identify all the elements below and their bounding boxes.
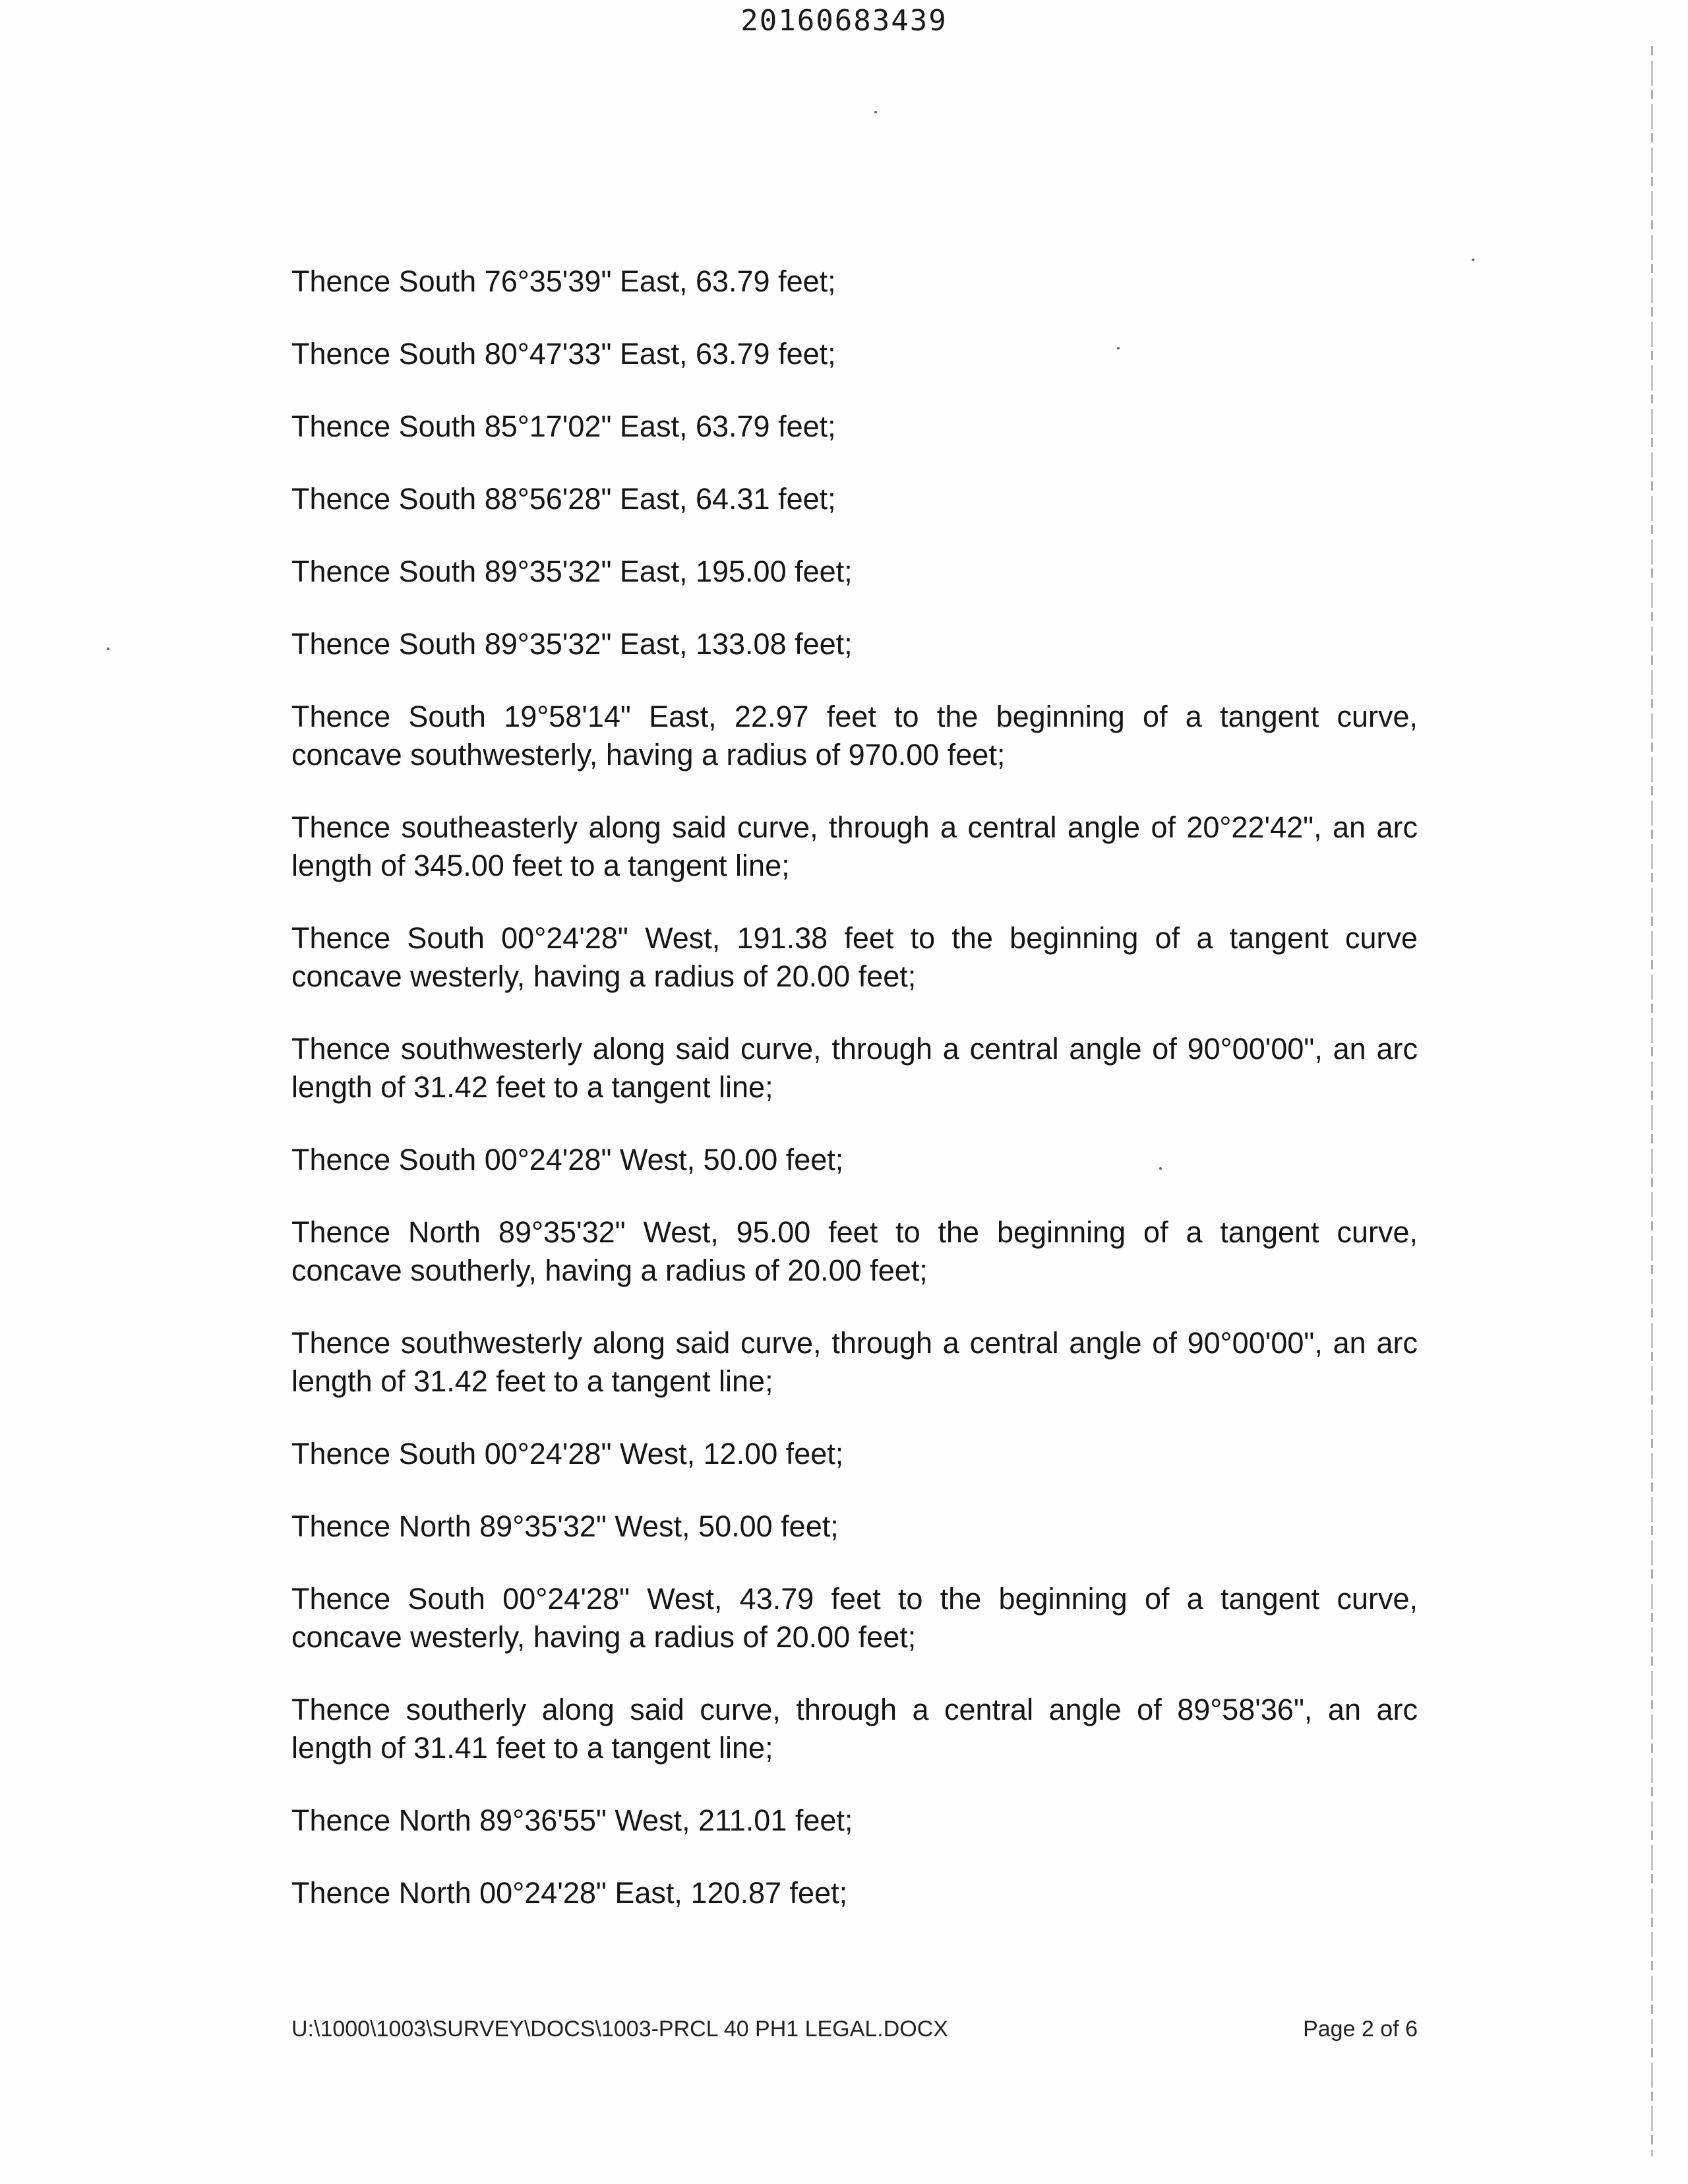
scan-speck (874, 111, 877, 113)
course-paragraph: Thence South 00°24'28" West, 191.38 feet to the beginning of a tangent curve concave westerly, having a radius of 20.00 feet; (291, 921, 1418, 993)
course-paragraph: Thence southwesterly along said curve, through a central angle of 90°00'00", an arc length of 31.42 feet to a tangent line; (291, 1326, 1418, 1398)
footer-file-path: U:\1000\1003\SURVEY\DOCS\1003-PRCL 40 PH1 LEGAL.DOCX (291, 2017, 948, 2042)
course-paragraph: Thence southeasterly along said curve, through a central angle of 20°22'42", an arc length of 345.00 feet to a tangent line; (291, 810, 1418, 882)
course-paragraph: Thence South 76°35'39" East, 63.79 feet; (291, 264, 836, 298)
scan-edge-artifact (1651, 46, 1653, 2156)
course-paragraph: Thence South 89°35'32" East, 195.00 feet; (291, 555, 853, 588)
course-paragraph: Thence South 19°58'14" East, 22.97 feet to the beginning of a tangent curve, concave southwesterly, having a radius of 970.00 feet; (291, 700, 1418, 772)
footer-page-number: Page 2 of 6 (1303, 2017, 1418, 2042)
course-paragraph: Thence South 89°35'32" East, 133.08 feet; (291, 627, 853, 661)
course-paragraph: Thence southwesterly along said curve, through a central angle of 90°00'00", an arc length of 31.42 feet to a tangent line; (291, 1032, 1418, 1104)
course-paragraph: Thence North 89°35'32" West, 95.00 feet to the beginning of a tangent curve, concave southerly, having a radius of 20.00 feet; (291, 1215, 1418, 1287)
recording-number: 20160683439 (740, 4, 948, 38)
course-paragraph: Thence South 85°17'02" East, 63.79 feet; (291, 410, 836, 443)
course-paragraph: Thence North 89°36'55" West, 211.01 feet; (291, 1804, 853, 1837)
course-paragraph: Thence southerly along said curve, through a central angle of 89°58'36", an arc length of 31.41 feet to a tangent line; (291, 1693, 1418, 1765)
course-paragraph: Thence South 80°47'33" East, 63.79 feet; (291, 337, 836, 371)
course-paragraph: Thence South 00°24'28" West, 43.79 feet to the beginning of a tangent curve, concave westerly, having a radius of 20.00 feet; (291, 1582, 1418, 1654)
course-paragraph: Thence South 88°56'28" East, 64.31 feet; (291, 482, 836, 516)
course-paragraph: Thence South 00°24'28" West, 50.00 feet; (291, 1143, 844, 1176)
course-paragraph: Thence North 00°24'28" East, 120.87 feet; (291, 1876, 848, 1910)
course-paragraph: Thence North 89°35'32" West, 50.00 feet; (291, 1509, 839, 1543)
scan-speck (1472, 258, 1474, 261)
legal-description-body (291, 262, 1418, 1947)
course-paragraph: Thence South 00°24'28" West, 12.00 feet; (291, 1437, 844, 1471)
scan-speck (107, 648, 109, 650)
